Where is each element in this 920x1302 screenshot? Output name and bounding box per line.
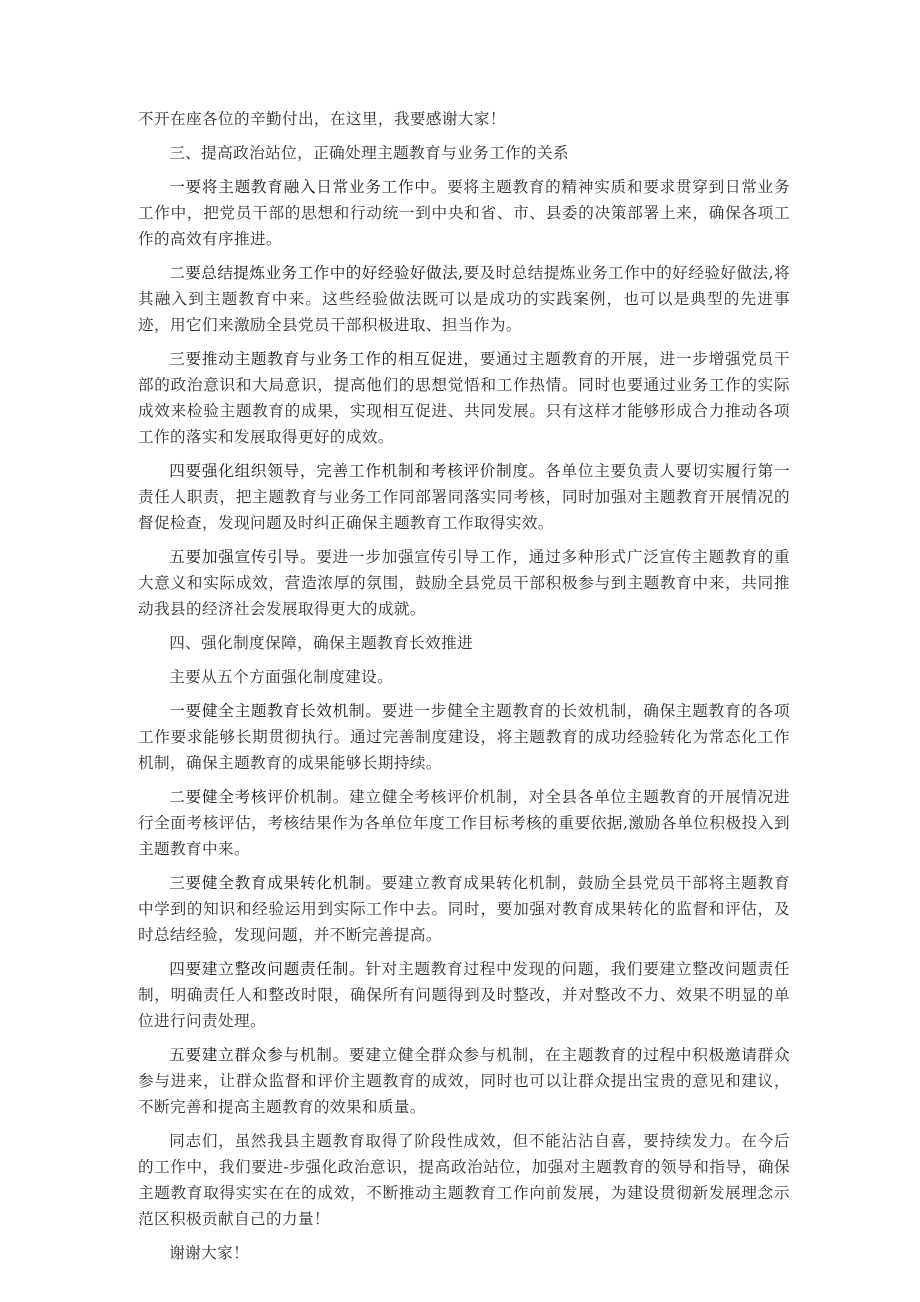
paragraph-text: 要建立教育成果转化机制，鼓励全县党员干部将主题教育中学到的知识和经验运用到实际工作中去。同时，要加强对教育成果转化的监督和评估，及时总结经验，发现问题，并不断完善提高。: [138, 874, 790, 944]
paragraph-thanks: [138, 1240, 790, 1266]
point-lead: 五要加强宣传引导。: [169, 548, 317, 566]
paragraph-mechanism-4: [138, 956, 790, 1034]
paragraph-text: 要建立健全群众参与机制，在主题教育的过程中积极邀请群众参与进来，让群众监督和评价主题教育的成效，同时也可以让群众提出宝贵的意见和建议，不断完善和提高主题教育的效果和质量。: [138, 1046, 790, 1116]
paragraph-text: 要将主题教育的精神实质和要求贯穿到日常业务工作中，把党员干部的思想和行动统一到中央和省、市、县委的决策部署上来，确保各项工作的高效有序推进。: [138, 178, 790, 248]
paragraph-intro: [138, 664, 790, 690]
paragraph-text: 要及时总结提炼业务工作中的好经验好做法,将其融入到主题教育中来。这些经验做法既可以是成功的实践案例，也可以是典型的先进事迹，用它们来激励全县党员干部积极进取、担当作为。: [138, 264, 791, 334]
heading-text: 三、提高政治站位，正确处理主题教育与业务工作的关系: [169, 144, 570, 162]
point-lead: 四要建立整改问题责任制。: [169, 960, 366, 978]
paragraph-text: 各单位主要负责人要切实履行第一责任人职责，把主题教育与业务工作同部署同落实同考核，同时加强对主题教育开展情况的督促检查，发现问题及时纠正确保主题教育工作取得实效。: [138, 462, 790, 532]
point-lead: 一要健全主题教育长效机制。: [169, 702, 382, 720]
paragraph-text: 谢谢大家！: [169, 1244, 250, 1262]
point-lead: 五要建立群众参与机制。: [169, 1046, 349, 1064]
point-lead: 三要推动主题教育与业务工作的相互促进，: [169, 350, 480, 368]
paragraph-text: 要进一步健全主题教育的长效机制，确保主题教育的各项工作要求能够长期贯彻执行。通过完善制度建设，将主题教育的成功经验转化为常态化工作机制，确保主题教育的成果能够长期持续。: [138, 702, 790, 772]
paragraph-point-3: [138, 346, 790, 450]
point-lead: 三要健全教育成果转化机制。: [169, 874, 382, 892]
paragraph-mechanism-5: [138, 1042, 790, 1120]
paragraph-text: 不开在座各位的辛勤付出，在这里，我要感谢大家！: [138, 110, 506, 128]
section-heading-4: [138, 630, 790, 656]
point-lead: 二要总结提炼业务工作中的好经验好做法,: [169, 264, 464, 282]
paragraph-point-2: [138, 260, 790, 338]
paragraph-point-1: [138, 174, 790, 252]
paragraph-closing: [138, 1128, 790, 1232]
paragraph-point-5: [138, 544, 790, 622]
paragraph-text: 要进一步加强宣传引导工作，通过多种形式广泛宣传主题教育的重大意义和实际成效，营造浓厚的氛围，鼓励全县党员干部积极参与到主题教育中来，共同推动我县的经济社会发展取得更大的成就。: [138, 548, 790, 618]
point-lead: 四要强化组织领导，完善工作机制和考核评价制度。: [169, 462, 546, 480]
paragraph-text: 建立健全考核评价机制，对全县各单位主题教育的开展情况进行全面考核评估，考核结果作为各单位年度工作目标考核的重要依据,激励各单位积极投入到主题教育中来。: [138, 788, 790, 858]
paragraph-text: 同志们，虽然我县主题教育取得了阶段性成效，但不能沾沾自喜，要持续发力。在今后的工作中，我们要进-步强化政治意识，提高政治站位，加强对主题教育的领导和指导，确保主题教育取得实实在在的成效，不断推动主题教育工作向前发展，为建设贯彻新发展理念示范区积极贡献自己的力量！: [138, 1132, 790, 1228]
heading-text: 四、强化制度保障，确保主题教育长效推进: [169, 634, 474, 652]
paragraph-mechanism-2: [138, 784, 790, 862]
point-lead: 二要健全考核评价机制。: [169, 788, 349, 806]
point-lead: 一要将主题教育融入日常业务工作中。: [169, 178, 448, 196]
paragraph-text: 要通过主题教育的开展，进一步增强党员干部的政治意识和大局意识，提高他们的思想觉悟和工作热情。同时也要通过业务工作的实际成效来检验主题教育的成果，实现相互促进、共同发展。只有这样才能够形成合力推动各项工作的落实和发展取得更好的成效。: [138, 350, 790, 446]
paragraph-mechanism-3: [138, 870, 790, 948]
paragraph-text: 针对主题教育过程中发现的问题，我们要建立整改问题责任制，明确责任人和整改时限，确保所有问题得到及时整改，并对整改不力、效果不明显的单位进行问责处理。: [138, 960, 790, 1030]
paragraph-point-4: [138, 458, 790, 536]
paragraph-mechanism-1: [138, 698, 790, 776]
paragraph-continuation: [138, 106, 790, 132]
section-heading-3: [138, 140, 790, 166]
paragraph-text: 主要从五个方面强化制度建设。: [169, 668, 394, 686]
document-body: [138, 106, 790, 1274]
